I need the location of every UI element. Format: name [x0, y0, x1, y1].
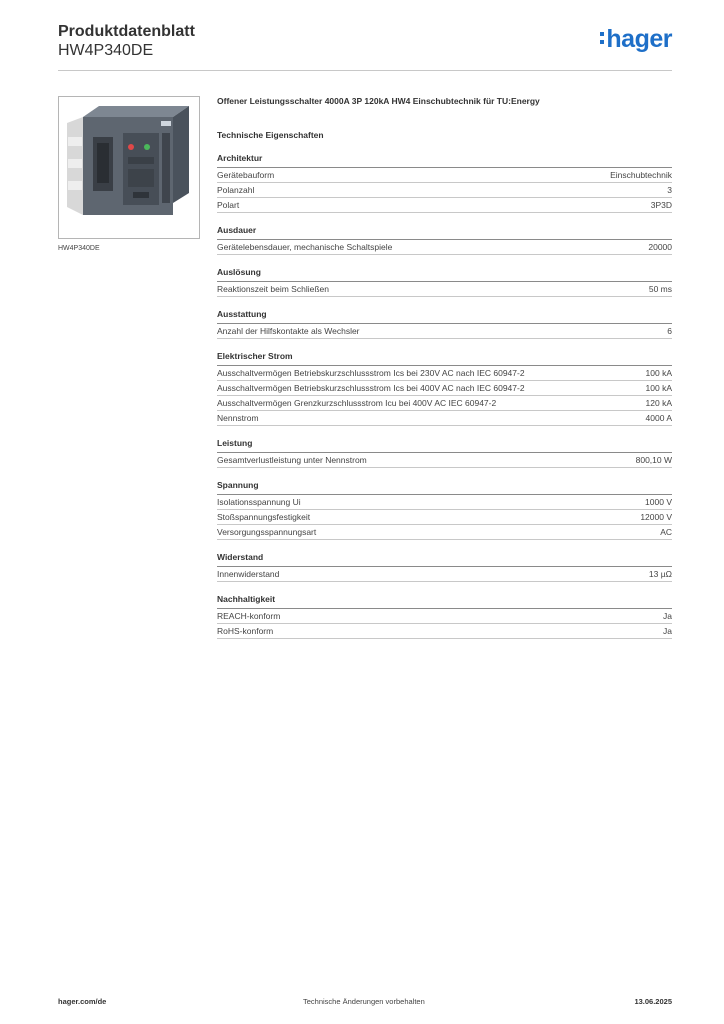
header-divider	[58, 70, 672, 71]
spec-value: AC	[660, 527, 672, 537]
spec-row	[217, 624, 672, 639]
spec-value: 3P3D	[650, 200, 672, 210]
spec-value: 800,10 W	[635, 455, 672, 465]
spec-group-title: Elektrischer Strom	[217, 351, 672, 366]
spec-row	[217, 495, 672, 510]
spec-value: 13 µΩ	[648, 569, 672, 579]
spec-group-title: Auslösung	[217, 267, 672, 282]
section-heading: Technische Eigenschaften	[217, 130, 324, 140]
spec-row	[217, 609, 672, 624]
spec-group	[217, 153, 672, 213]
spec-row	[217, 510, 672, 525]
spec-value: 1000 V	[645, 497, 672, 507]
spec-value: 3	[667, 185, 672, 195]
image-caption: HW4P340DE	[58, 245, 100, 252]
spec-group-title: Spannung	[217, 480, 672, 495]
spec-row	[217, 567, 672, 582]
spec-label: Gesamtverlustleistung unter Nennstrom	[217, 455, 367, 465]
spec-group	[217, 351, 672, 426]
circuit-breaker-illustration	[59, 97, 199, 238]
logo-text: hager	[606, 25, 672, 53]
spec-group-title: Architektur	[217, 153, 672, 168]
spec-value: 6	[667, 326, 672, 336]
spec-label: Reaktionszeit beim Schließen	[217, 284, 329, 294]
spec-value: Einschubtechnik	[610, 170, 672, 180]
spec-value: 100 kA	[645, 383, 672, 393]
spec-row	[217, 381, 672, 396]
spec-value: 20000	[648, 242, 672, 252]
spec-group-title: Widerstand	[217, 552, 672, 567]
product-description: Offener Leistungsschalter 4000A 3P 120kA HW4 Einschubtechnik für TU:Energy	[217, 96, 540, 106]
spec-row	[217, 282, 672, 297]
spec-row	[217, 183, 672, 198]
document-header	[58, 22, 195, 60]
spec-group-title: Ausstattung	[217, 309, 672, 324]
spec-groups	[217, 153, 672, 639]
spec-group	[217, 225, 672, 255]
spec-label: Anzahl der Hilfskontakte als Wechsler	[217, 326, 360, 336]
spec-label: Ausschaltvermögen Betriebskurzschlussstrom Ics bei 230V AC nach IEC 60947-2	[217, 368, 525, 378]
spec-row	[217, 525, 672, 540]
hager-logo	[600, 26, 672, 52]
spec-value: 120 kA	[645, 398, 672, 408]
spec-label: Polanzahl	[217, 185, 255, 195]
spec-group-title: Ausdauer	[217, 225, 672, 240]
spec-label: Stoßspannungsfestigkeit	[217, 512, 311, 522]
spec-group	[217, 267, 672, 297]
spec-content	[217, 96, 672, 639]
spec-label: Nennstrom	[217, 413, 259, 423]
spec-label: Versorgungsspannungsart	[217, 527, 317, 537]
spec-row	[217, 324, 672, 339]
spec-group	[217, 552, 672, 582]
spec-row	[217, 240, 672, 255]
spec-group	[217, 309, 672, 339]
spec-value: 12000 V	[640, 512, 672, 522]
spec-label: Isolationsspannung Ui	[217, 497, 301, 507]
spec-row	[217, 453, 672, 468]
spec-label: REACH-konform	[217, 611, 281, 621]
product-code: HW4P340DE	[58, 42, 154, 59]
spec-group	[217, 480, 672, 540]
spec-row	[217, 411, 672, 426]
footer-website: hager.com/de	[58, 997, 107, 1006]
spec-label: Gerätelebensdauer, mechanische Schaltspiele	[217, 242, 393, 252]
spec-row	[217, 366, 672, 381]
footer-disclaimer: Technische Änderungen vorbehalten	[303, 997, 425, 1006]
spec-label: RoHS-konform	[217, 626, 274, 636]
spec-group-title: Nachhaltigkeit	[217, 594, 672, 609]
spec-label: Polart	[217, 200, 240, 210]
footer-date: 13.06.2025	[634, 997, 672, 1006]
spec-group	[217, 594, 672, 639]
spec-value: 50 ms	[648, 284, 672, 294]
spec-label: Innenwiderstand	[217, 569, 280, 579]
logo-dots	[600, 32, 604, 44]
spec-row	[217, 198, 672, 213]
spec-label: Ausschaltvermögen Grenzkurzschlussstrom Icu bei 400V AC IEC 60947-2	[217, 398, 497, 408]
spec-label: Ausschaltvermögen Betriebskurzschlussstrom Ics bei 400V AC nach IEC 60947-2	[217, 383, 525, 393]
spec-value: Ja	[663, 626, 672, 636]
document-title: Produktdatenblatt	[58, 23, 195, 40]
spec-value: Ja	[663, 611, 672, 621]
spec-label: Gerätebauform	[217, 170, 275, 180]
spec-value: 100 kA	[645, 368, 672, 378]
spec-group	[217, 438, 672, 468]
spec-row	[217, 396, 672, 411]
product-image	[58, 96, 200, 239]
spec-value: 4000 A	[645, 413, 672, 423]
spec-group-title: Leistung	[217, 438, 672, 453]
spec-row	[217, 168, 672, 183]
